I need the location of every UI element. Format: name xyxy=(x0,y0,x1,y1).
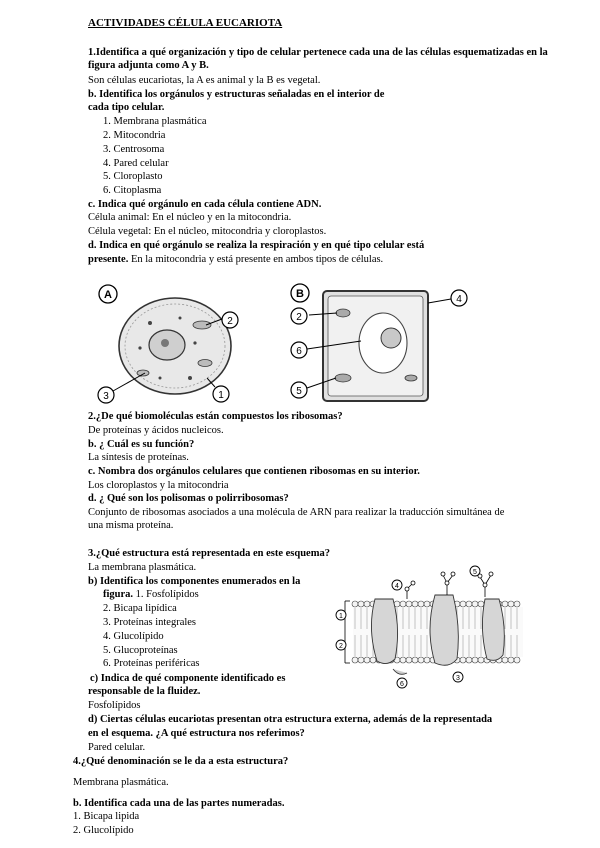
q2-question: 2.¿De qué biomoléculas están compuestos los ribosomas? xyxy=(88,411,343,422)
phospholipid-head xyxy=(508,657,514,663)
q1d-question: d. Indica en qué orgánulo se realiza la respiración y en qué tipo celular está xyxy=(88,240,425,251)
phospholipid-head xyxy=(400,657,406,663)
phospholipid-head xyxy=(514,657,520,663)
label-b: B xyxy=(296,288,304,300)
q2d-answer-cont: una misma proteína. xyxy=(88,520,174,531)
callout-5: 5 xyxy=(473,569,477,576)
label-a: A xyxy=(104,289,112,301)
page-title: ACTIVIDADES CÉLULA EUCARIOTA xyxy=(88,17,283,29)
q1b-question-cont: cada tipo celular. xyxy=(88,102,165,113)
callout-1: 1 xyxy=(339,613,343,620)
callout-3: 3 xyxy=(456,675,460,682)
list-item: 4. Glucolípido xyxy=(103,631,164,642)
phospholipid-head xyxy=(412,601,418,607)
phospholipid-head xyxy=(478,601,484,607)
phospholipid-head xyxy=(370,657,376,663)
q1d-answer-text: En la mitocondria y está presente en ambos tipos de células. xyxy=(128,254,384,265)
list-item: 1. Fosfolípidos xyxy=(135,589,199,600)
phospholipid-head xyxy=(508,601,514,607)
list-item: 6. Proteínas periféricas xyxy=(103,658,200,669)
phospholipid-head xyxy=(472,657,478,663)
phospholipid-head xyxy=(502,601,508,607)
list-item: 1. Membrana plasmática xyxy=(103,116,207,127)
list-item: 2. Bicapa lipídica xyxy=(103,603,177,614)
phospholipid-head xyxy=(406,657,412,663)
phospholipid-head xyxy=(460,601,466,607)
phospholipid-head xyxy=(466,657,472,663)
phospholipid-head xyxy=(406,601,412,607)
callout-a-3: 3 xyxy=(103,391,109,402)
phospholipid-head xyxy=(352,657,358,663)
q1d-question-cont: presente. xyxy=(88,254,129,265)
integral-protein xyxy=(482,599,504,660)
phospholipid-head xyxy=(424,657,430,663)
phospholipid-head xyxy=(466,601,472,607)
q3b-line2 xyxy=(103,588,199,601)
list-item: 4. Pared celular xyxy=(103,158,169,169)
phospholipid-head xyxy=(514,601,520,607)
callout-b-5: 5 xyxy=(296,386,302,397)
phospholipid-head xyxy=(412,657,418,663)
q2c-answer: Los cloroplastos y la mitocondria xyxy=(88,480,229,491)
callout-b-2: 2 xyxy=(296,312,302,323)
q3d-question-cont: en el esquema. ¿A qué estructura nos referimos? xyxy=(88,728,305,739)
q1-answer: Son células eucariotas, la A es animal y la B es vegetal. xyxy=(88,75,321,86)
callout-b-4: 4 xyxy=(456,294,462,305)
integral-protein xyxy=(371,599,397,664)
phospholipid-head xyxy=(358,601,364,607)
callout-2: 2 xyxy=(339,643,343,650)
list-item: 6. Citoplasma xyxy=(103,185,162,196)
q2d-question: d. ¿ Qué son los polisomas o polirribosomas? xyxy=(88,493,289,504)
q3c-answer: Fosfolípidos xyxy=(88,700,141,711)
q3-answer: La membrana plasmática. xyxy=(88,562,197,573)
phospholipid-head xyxy=(460,657,466,663)
q2b-answer: La síntesis de proteínas. xyxy=(88,452,189,463)
nucleus xyxy=(381,328,401,348)
callout-a-2: 2 xyxy=(227,316,233,327)
phospholipid-head xyxy=(358,657,364,663)
integral-protein xyxy=(430,595,458,665)
plant-cell-figure xyxy=(283,283,473,408)
list-item: 5. Glucoproteínas xyxy=(103,645,178,656)
q3d-question: d) Ciertas células eucariotas presentan otra estructura externa, además de la representada xyxy=(88,714,493,725)
q4-question: 4.¿Qué denominación se le da a esta estructura? xyxy=(73,756,289,767)
q3c-question-cont: responsable de la fluidez. xyxy=(88,686,201,697)
list-item: 5. Cloroplasto xyxy=(103,171,163,182)
callout-a-1: 1 xyxy=(218,390,224,401)
q4b-question: b. Identifica cada una de las partes numeradas. xyxy=(73,798,285,809)
q1-heading-cont: figura adjunta como A y B. xyxy=(88,60,209,71)
q2c-question: c. Nombra dos orgánulos celulares que contienen ribosomas en su interior. xyxy=(88,466,420,477)
q4-answer: Membrana plasmática. xyxy=(73,777,169,788)
phospholipid-head xyxy=(472,601,478,607)
q3b-question: b) Identifica los componentes enumerados en la xyxy=(88,576,301,587)
phospholipid-head xyxy=(364,601,370,607)
q2b-question: b. ¿ Cuál es su función? xyxy=(88,439,195,450)
callout-b-6: 6 xyxy=(296,346,302,357)
phospholipid-head xyxy=(418,601,424,607)
animal-cell-figure xyxy=(95,283,255,408)
q1d-answer xyxy=(88,253,383,266)
q1b-question: b. Identifica los orgánulos y estructuras señaladas en el interior de xyxy=(88,89,385,100)
q3c-question: c) Indica de qué componente identificado es xyxy=(90,673,286,684)
callout-6: 6 xyxy=(400,681,404,688)
list-item: 3. Centrosoma xyxy=(103,144,165,155)
phospholipid-head xyxy=(478,657,484,663)
list-item: 1. Bicapa lipida xyxy=(73,811,140,822)
phospholipid-head xyxy=(502,657,508,663)
list-item: 3. Proteínas integrales xyxy=(103,617,197,628)
q1-heading: 1.Identifica a qué organización y tipo de celular pertenece cada una de las células esquematizadas en la xyxy=(88,47,548,58)
q1c-question: c. Indica qué orgánulo en cada célula contiene ADN. xyxy=(88,199,322,210)
q3-question: 3.¿Qué estructura está representada en este esquema? xyxy=(88,548,330,559)
callout-4: 4 xyxy=(395,583,399,590)
list-item: 2. Glucolípido xyxy=(73,825,134,836)
phospholipid-head xyxy=(418,657,424,663)
q3b-question-cont: figura. xyxy=(103,589,134,600)
list-item: 2. Mitocondria xyxy=(103,130,166,141)
q1c-answer-vegetal: Célula vegetal: En el núcleo, mitocondria y cloroplastos. xyxy=(88,226,327,237)
mitochondrion xyxy=(193,321,211,329)
q3d-answer: Pared celular. xyxy=(88,742,146,753)
phospholipid-head xyxy=(400,601,406,607)
phospholipid-head xyxy=(424,601,430,607)
chloroplast xyxy=(336,309,350,317)
q2-answer: De proteínas y ácidos nucleicos. xyxy=(88,425,224,436)
membrane-figure xyxy=(335,565,530,690)
phospholipid-head xyxy=(352,601,358,607)
q2d-answer: Conjunto de ribosomas asociados a una molécula de ARN para realizar la traducción simultánea de xyxy=(88,507,505,518)
q1c-answer-animal: Célula animal: En el núcleo y en la mitocondria. xyxy=(88,212,292,223)
phospholipid-head xyxy=(364,657,370,663)
